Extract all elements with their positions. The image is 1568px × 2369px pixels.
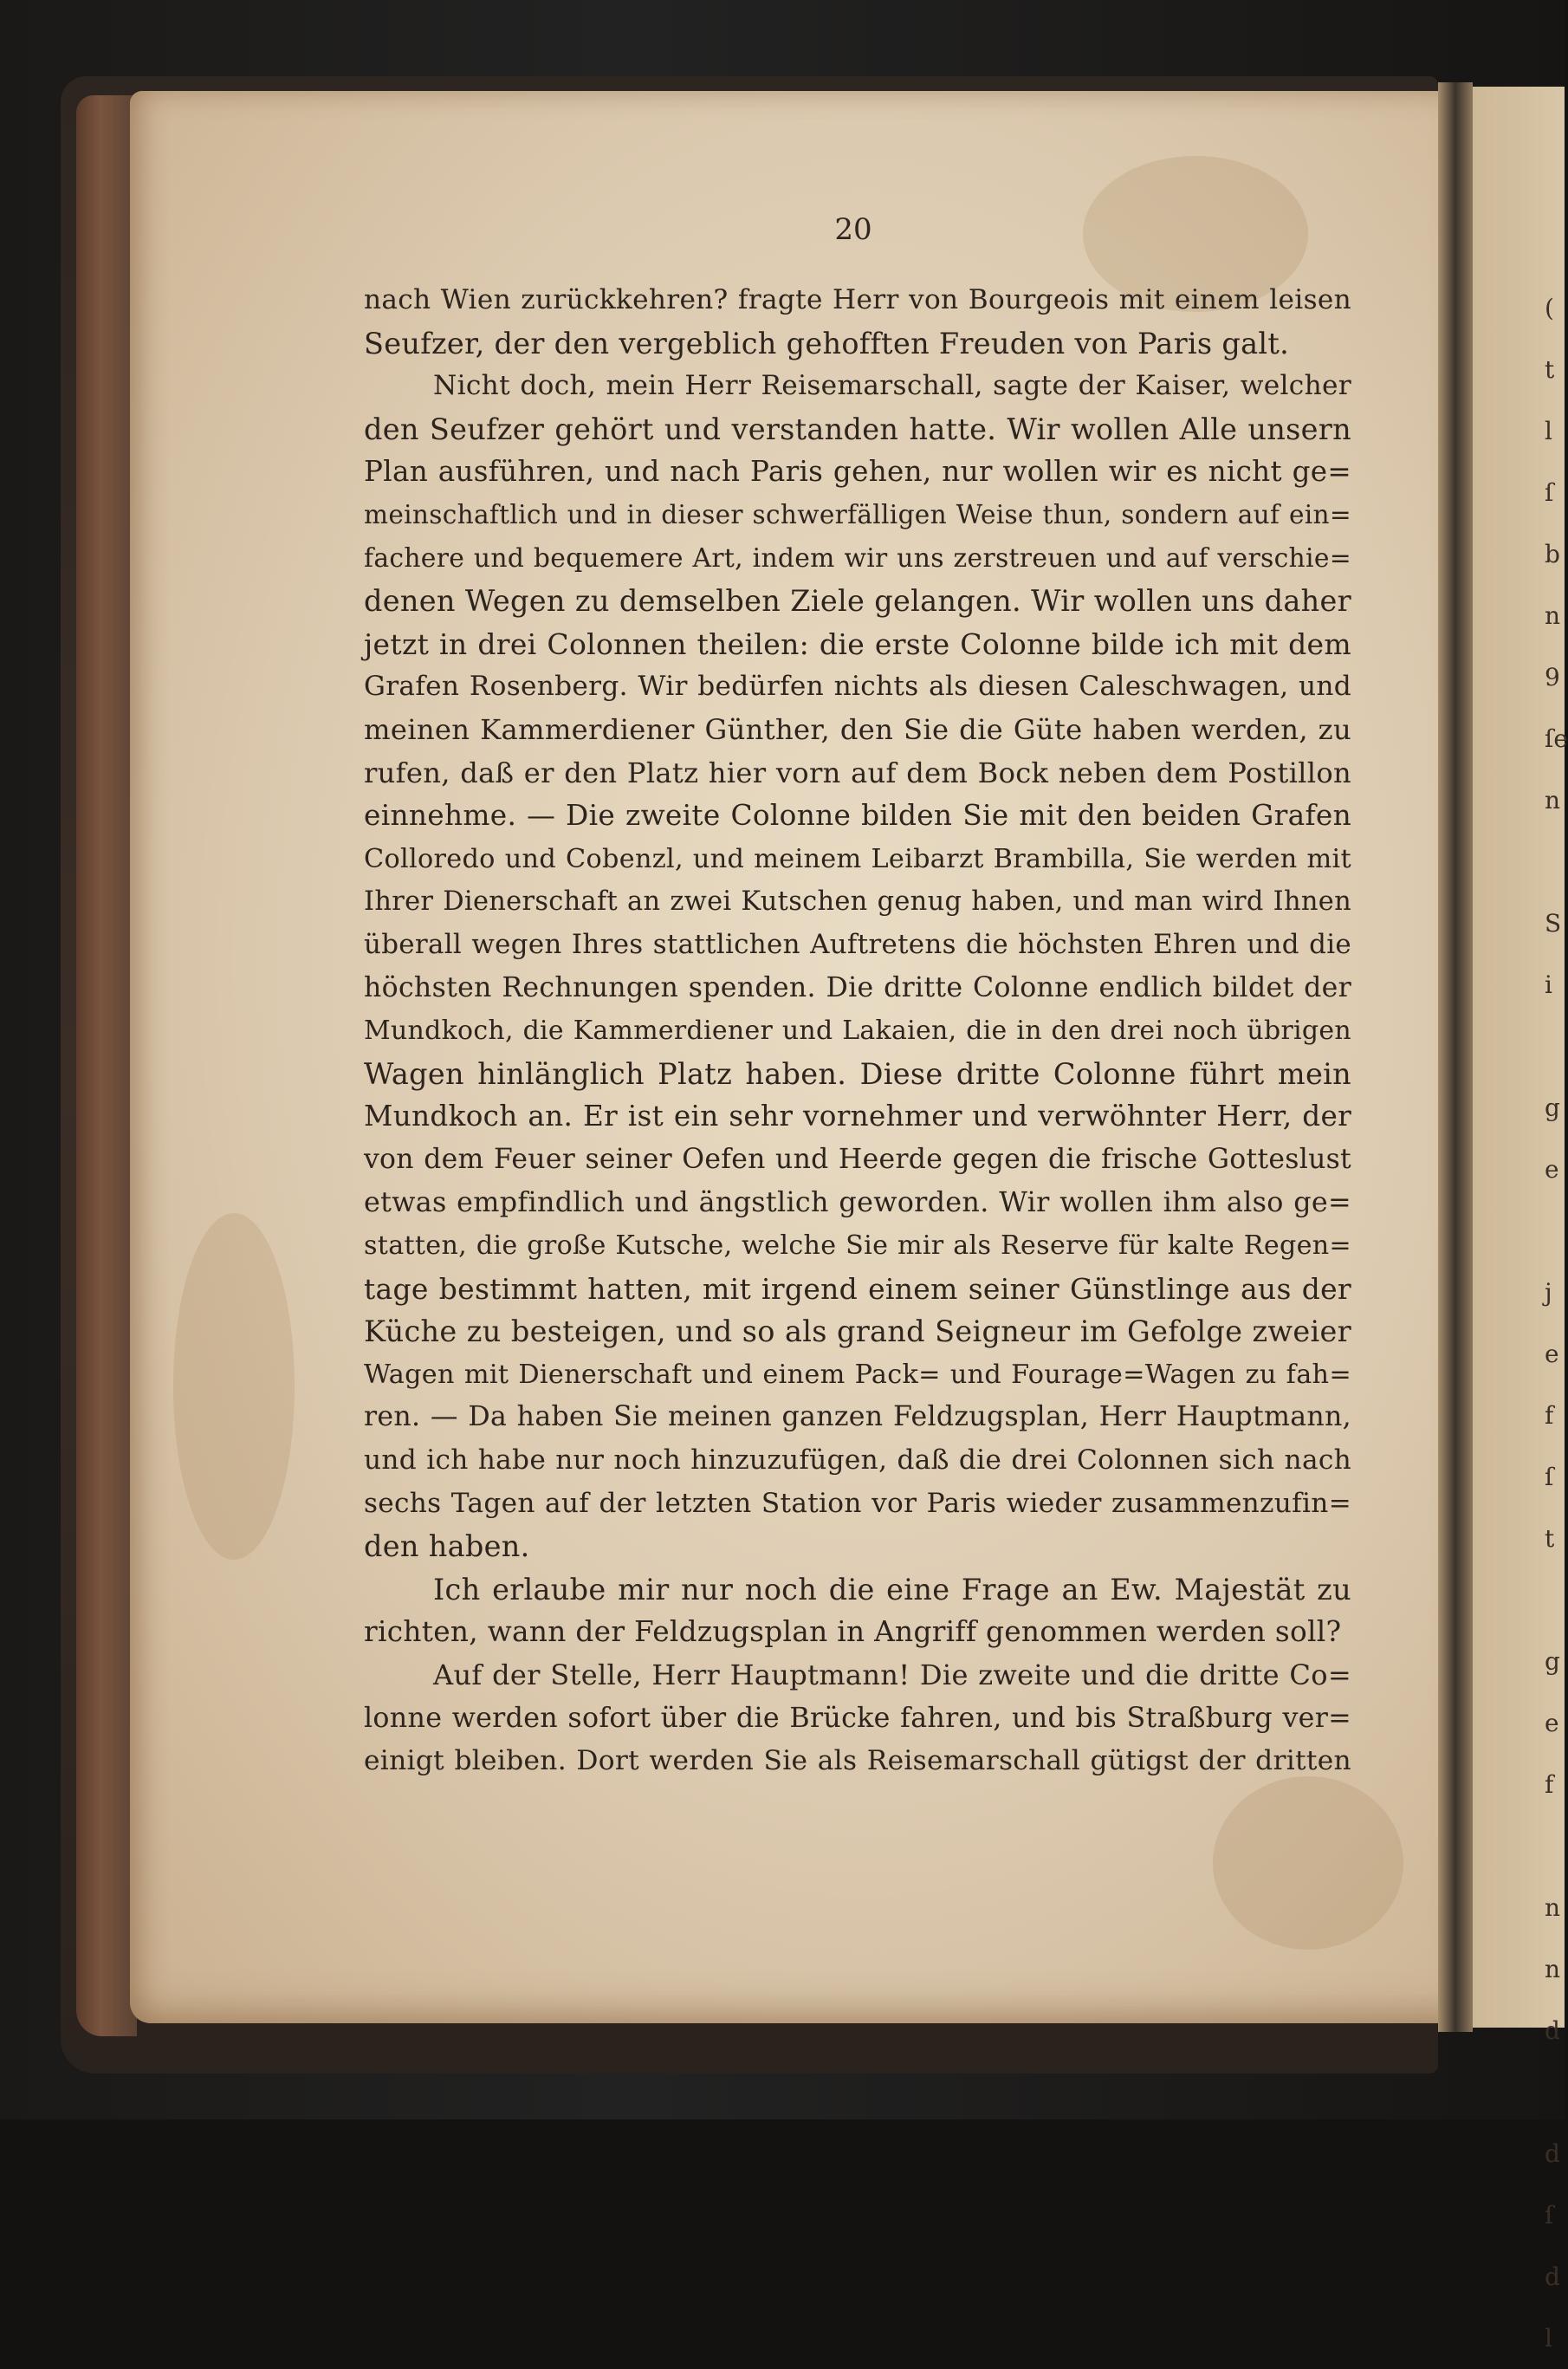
text-line: einigt bleiben. Dort werden Sie als Reisemarschall gütigst der dritten [364, 1745, 1351, 1777]
text-line: Plan ausführen, und nach Paris gehen, nur wollen wir es nicht ge= [364, 455, 1351, 489]
text-line: meinschaftlich und in dieser schwerfälligen Weise thun, sondern auf ein= [364, 499, 1351, 529]
book-gutter [1438, 82, 1473, 2032]
text-line: Ich erlaube mir nur noch die eine Frage an Ew. Majestät zu [433, 1572, 1351, 1606]
text-line: Colloredo und Cobenzl, und meinem Leibarzt Brambilla, Sie werden mit [364, 843, 1351, 874]
page-text [364, 279, 1351, 1783]
text-line: Wagen hinlänglich Platz haben. Diese dritte Colonne führt mein [364, 1056, 1351, 1091]
paper-stain [173, 1213, 295, 1560]
text-line: sechs Tagen auf der letzten Station vor Paris wieder zusammenzufin= [364, 1487, 1351, 1519]
text-line: fachere und bequemere Art, indem wir uns zerstreuen und auf verschie= [364, 542, 1351, 574]
text-line: den Seufzer gehört und verstanden hatte. Wir wollen Alle unsern [364, 412, 1351, 446]
text-line: Küche zu besteigen, und so als grand Seigneur im Gefolge zweier [364, 1314, 1351, 1349]
text-line: Grafen Rosenberg. Wir bedürfen nichts als diesen Caleschwagen, und [364, 671, 1351, 703]
text-line: Mundkoch an. Er ist ein sehr vornehmer und verwöhnter Herr, der [364, 1100, 1351, 1133]
paper-stain [1213, 1776, 1403, 1950]
text-line: rufen, daß er den Platz hier vorn auf dem Bock neben dem Postillon [364, 756, 1351, 789]
text-line: überall wegen Ihres stattlichen Auftretens die höchsten Ehren und die [364, 928, 1351, 960]
text-line: höchsten Rechnungen spenden. Die dritte Colonne endlich bildet der [364, 971, 1351, 1003]
text-line: meinen Kammerdiener Günther, den Sie die Güte haben werden, zu [364, 712, 1351, 746]
text-line: ren. — Da haben Sie meinen ganzen Feldzugsplan, Herr Hauptmann, [364, 1401, 1351, 1433]
text-line: denen Wegen zu demselben Ziele gelangen. Wir wollen uns daher [364, 584, 1351, 619]
text-line: Wagen mit Dienerschaft und einem Pack= und Fourage=Wagen zu fah= [364, 1359, 1351, 1390]
text-line: nach Wien zurückkehren? fragte Herr von Bourgeois mit einem leisen [364, 284, 1351, 315]
text-line: etwas empfindlich und ängstlich geworden. Wir wollen ihm also ge= [364, 1186, 1351, 1219]
text-line: jetzt in drei Colonnen theilen: die erste Colonne bilde ich mit dem [364, 626, 1351, 661]
text-line: einnehme. — Die zweite Colonne bilden Sie mit den beiden Grafen [364, 799, 1351, 833]
text-line: und ich habe nur noch hinzuzufügen, daß die drei Colonnen sich nach [364, 1444, 1351, 1477]
text-line: Nicht doch, mein Herr Reisemarschall, sagte der Kaiser, welcher [433, 370, 1351, 402]
text-line: statten, die große Kutsche, welche Sie mir als Reserve für kalte Regen= [364, 1230, 1351, 1262]
facing-page-text: ( t l ſ b n 9 ſe n S i g e j e f ſ t g e f n n d d ſ d l [1545, 294, 1568, 2353]
text-line: tage bestimmt hatten, mit irgend einem seiner Günstlinge aus der [364, 1271, 1351, 1306]
text-line: den haben. [364, 1529, 530, 1564]
page-number: 20 [834, 212, 872, 247]
text-line: Seufzer, der den vergeblich gehofften Freuden von Paris galt. [364, 326, 1290, 360]
text-line: Ihrer Dienerschaft an zwei Kutschen genug haben, und man wird Ihnen [364, 886, 1351, 918]
text-line: Auf der Stelle, Herr Hauptmann! Die zweite und die dritte Co= [433, 1658, 1351, 1691]
text-line: Mundkoch, die Kammerdiener und Lakaien, die in den drei noch übrigen [364, 1016, 1351, 1047]
book-edge [76, 95, 137, 2036]
text-line: lonne werden sofort über die Brücke fahren, und bis Straßburg ver= [364, 1702, 1351, 1734]
text-line: richten, wann der Feldzugsplan in Angriff genommen werden soll? [364, 1615, 1342, 1649]
text-line: von dem Feuer seiner Oefen und Heerde gegen die frische Gotteslust [364, 1143, 1351, 1175]
